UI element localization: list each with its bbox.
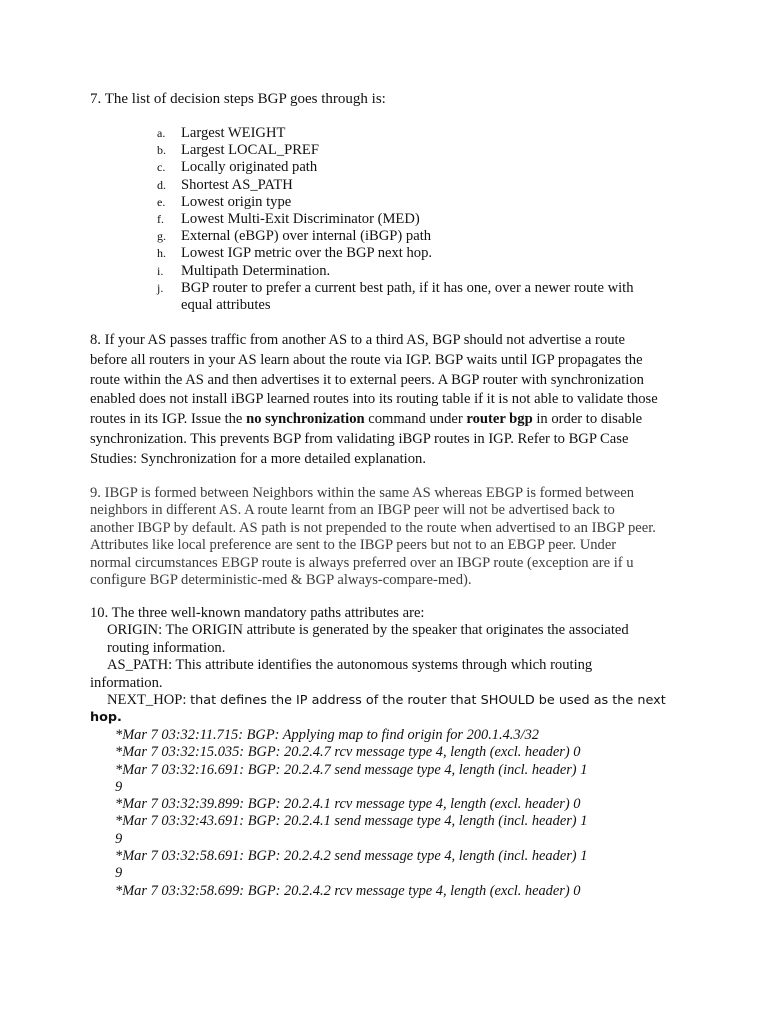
q9-paragraph [90, 485, 700, 589]
log-line: 9 [115, 865, 123, 882]
log-line: *Mar 7 03:32:58.699: BGP: 20.2.4.2 rcv message type 4, length (excl. header) 0 [115, 882, 581, 899]
origin-attribute: ORIGIN: The ORIGIN attribute is generated by the speaker that originates the associated [107, 622, 629, 639]
list-text: Lowest IGP metric over the BGP next hop. [181, 245, 433, 262]
as-path-attribute: AS_PATH: This attribute identifies the autonomous systems through which routing [107, 657, 593, 674]
list-text: Shortest AS_PATH [181, 176, 293, 193]
list-item [0, 211, 768, 228]
q10-heading: 10. The three well-known mandatory paths attributes are: [90, 605, 425, 621]
list-text: Lowest origin type [181, 193, 292, 210]
list-text: External (eBGP) over internal (iBGP) path [181, 228, 432, 245]
q9-line: configure BGP deterministic-med & BGP always-compare-med). [90, 572, 472, 589]
list-letter: a. [157, 126, 166, 140]
list-letter: i. [157, 263, 164, 278]
list-letter: d. [157, 177, 166, 192]
q8-line: routes in its IGP. Issue the no synchronization command under router bgp in order to disable [90, 411, 643, 428]
list-text: Largest WEIGHT [181, 125, 286, 141]
as-path-attribute-cont: information. [90, 674, 163, 691]
next-hop-attribute-cont: hop. [90, 710, 122, 726]
q10-section [90, 605, 690, 727]
list-text-continued: equal attributes [181, 296, 271, 313]
list-text: Multipath Determination. [181, 262, 331, 279]
q8-line: route within the AS and then advertises it to external peers. A BGP router with synchronization [90, 371, 644, 388]
q8-line: before all routers in your AS learn about the route via IGP. BGP waits until IGP propagates the [90, 351, 643, 368]
list-letter: f. [157, 211, 164, 226]
q9-line: Attributes like local preference are sent to the IBGP peers but not to an EBGP peer. Under [90, 537, 617, 554]
log-line: *Mar 7 03:32:39.899: BGP: 20.2.4.1 rcv message type 4, length (excl. header) 0 [115, 796, 581, 813]
list-text: Largest LOCAL_PREF [181, 142, 319, 159]
bgp-debug-log [115, 727, 587, 900]
log-line: *Mar 7 03:32:16.691: BGP: 20.2.4.7 send message type 4, length (incl. header) 1 [115, 761, 588, 778]
list-item [0, 125, 768, 142]
log-line: 9 [115, 778, 123, 795]
q8-line: synchronization. This prevents BGP from validating iBGP routes in IGP. Refer to BGP Case [90, 430, 629, 447]
command-router-bgp: router bgp [466, 411, 533, 428]
q9-line: neighbors in different AS. A route learnt from an IBGP peer will not be advertised back to [90, 502, 615, 519]
log-line: *Mar 7 03:32:15.035: BGP: 20.2.4.7 rcv message type 4, length (excl. header) 0 [115, 744, 581, 761]
list-letter: e. [157, 194, 166, 209]
decision-steps-list [0, 125, 768, 313]
q8-line: Studies: Synchronization for a more detailed explanation. [90, 450, 426, 467]
list-text: BGP router to prefer a current best path, if it has one, over a newer route with [181, 279, 634, 296]
list-item [0, 194, 768, 211]
list-item [0, 177, 768, 194]
list-item [0, 228, 768, 245]
log-line: *Mar 7 03:32:11.715: BGP: Applying map to find origin for 200.1.4.3/32 [115, 727, 539, 743]
q8-paragraph [90, 331, 690, 470]
log-line: 9 [115, 830, 123, 847]
q9-line: another IBGP by default. AS path is not prepended to the route when advertised to an IBGP peer. [90, 519, 656, 536]
list-item [0, 279, 768, 313]
log-line: *Mar 7 03:32:58.691: BGP: 20.2.4.2 send message type 4, length (incl. header) 1 [115, 848, 588, 865]
q7-heading: 7. The list of decision steps BGP goes through is: [90, 91, 386, 107]
command-no-synchronization: no synchronization [246, 411, 365, 428]
list-letter: c. [157, 160, 166, 175]
list-letter: h. [157, 246, 166, 261]
q8-line: 8. If your AS passes traffic from another AS to a third AS, BGP should not advertise a route [90, 332, 626, 348]
next-hop-attribute: NEXT_HOP: that defines the IP address of the router that SHOULD be used as the next [107, 692, 666, 709]
q8-line: enabled does not install iBGP learned routes into its routing table if it is not able to validate those [90, 391, 658, 408]
list-item [0, 159, 768, 176]
list-item [0, 142, 768, 159]
list-item [0, 245, 768, 262]
q9-line: 9. IBGP is formed between Neighbors within the same AS whereas EBGP is formed between [90, 485, 635, 501]
q9-line: normal circumstances EBGP route is always preferred over an IBGP route (exception are if u [90, 554, 634, 571]
list-text: Locally originated path [181, 159, 318, 176]
origin-attribute-cont: routing information. [107, 639, 226, 656]
list-text: Lowest Multi-Exit Discriminator (MED) [181, 210, 420, 227]
list-item [0, 263, 768, 280]
log-line: *Mar 7 03:32:43.691: BGP: 20.2.4.1 send message type 4, length (incl. header) 1 [115, 813, 588, 830]
list-letter: b. [157, 143, 166, 158]
list-letter: g. [157, 229, 166, 244]
list-letter: j. [157, 280, 164, 295]
